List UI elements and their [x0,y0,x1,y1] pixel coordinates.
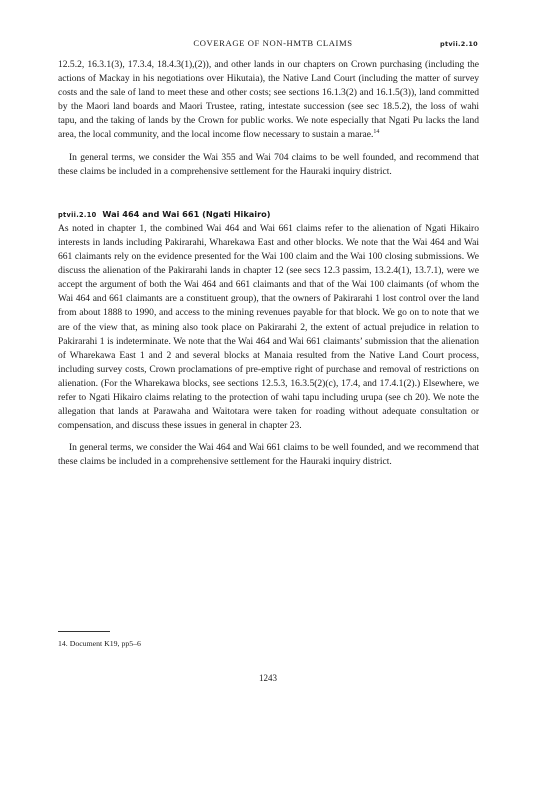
paragraph-text: 12.5.2, 16.3.1(3), 17.3.4, 18.4.3(1),(2)), and other lands in our chapters on Crown purchasing (including the actions of Mackay in his negotiations over Hikutaia), the Native Land Court (including the matter of survey costs and the sale of land to meet these and other costs; see sections 16.1.3(2) and 16.1.5(3)), land committed by the Maori land boards and Maori Trustee, rating, intestate succession (see sec 18.5.2), the loss of wahi tapu, and the taking of lands by the Crown for public works. We note especially that Ngati Pu lacks the land area, the local community, and the local income flow necessary to sustain a marae. [58,59,479,141]
footnote-rule [58,631,110,632]
footnote: 14. Document K19, pp5–6 [58,639,141,648]
section-heading [58,207,479,222]
page-number: 1243 [259,673,277,683]
paragraph: In general terms, we consider the Wai 464 and Wai 661 claims to be well founded, and we recommend that these claims be included in a comprehensive settlement for the Hauraki inquiry district. [58,442,479,468]
body-text [58,58,479,469]
paragraph: In general terms, we consider the Wai 355 and Wai 704 claims to be well founded, and recommend that these claims be included in a comprehensive settlement for the Hauraki inquiry district. [58,151,479,177]
section-title: Wai 464 and Wai 661 (Ngati Hikairo) [102,208,271,219]
paragraph: As noted in chapter 1, the combined Wai 464 and Wai 661 claims refer to the alienation of Ngati Hikairo interests in lands including Pakirarahi, Wharekawa East and other blocks. We note that the Wai 464 and Wai 661 claimants rely on the evidence presented for the Wai 100 claim and the Wai 100 closing submissions. We discuss the alienation of the Pakirarahi lands in chapter 12 (see secs 12.3 passim, 13.2.4(1), 13.7.1), were we accept the argument of both the Wai 464 and 661 claimants and that of the Wai 100 claimants (of whom the Wai 464 and 661 claimants are a constituent group), that the owners of Pakirarahi 1 lost control over the land from about 1888 to 1990, and access to the mining revenues payable for that block. We go on to note that we are of the view that, as mining also took place on Pakirarahi 2, the extent of actual prejudice in relation to Pakirarahi 1 is indeterminate. We note that the Wai 464 and Wai 661 claimants’ submission that the alienation of Wharekawa East 1 and 2 and several blocks at Manaia resulted from the Native Land Court process, including survey costs, Crown proclamations of pre-emptive right of purchase and removal of restrictions on alienation. (For the Wharekawa blocks, see sections 12.5.3, 16.3.5(2)(c), 17.4, and 17.4.1(2).) Elsewhere, we refer to Ngati Hikairo claims relating to the protection of wahi tapu including urupa (see ch 20). We note the allegation that lands at Parawaha and Waitotara were taken for roading without adequate consultation or compensation, and discuss these issues in general in chapter 23. [58,222,479,432]
paragraph [58,58,479,143]
section-number: ptvii.2.10 [58,210,97,219]
running-head: COVERAGE OF NON-HMTB CLAIMS [193,38,353,48]
section-id: ptvii.2.10 [440,40,478,48]
footnote-ref[interactable]: 14 [373,129,380,136]
